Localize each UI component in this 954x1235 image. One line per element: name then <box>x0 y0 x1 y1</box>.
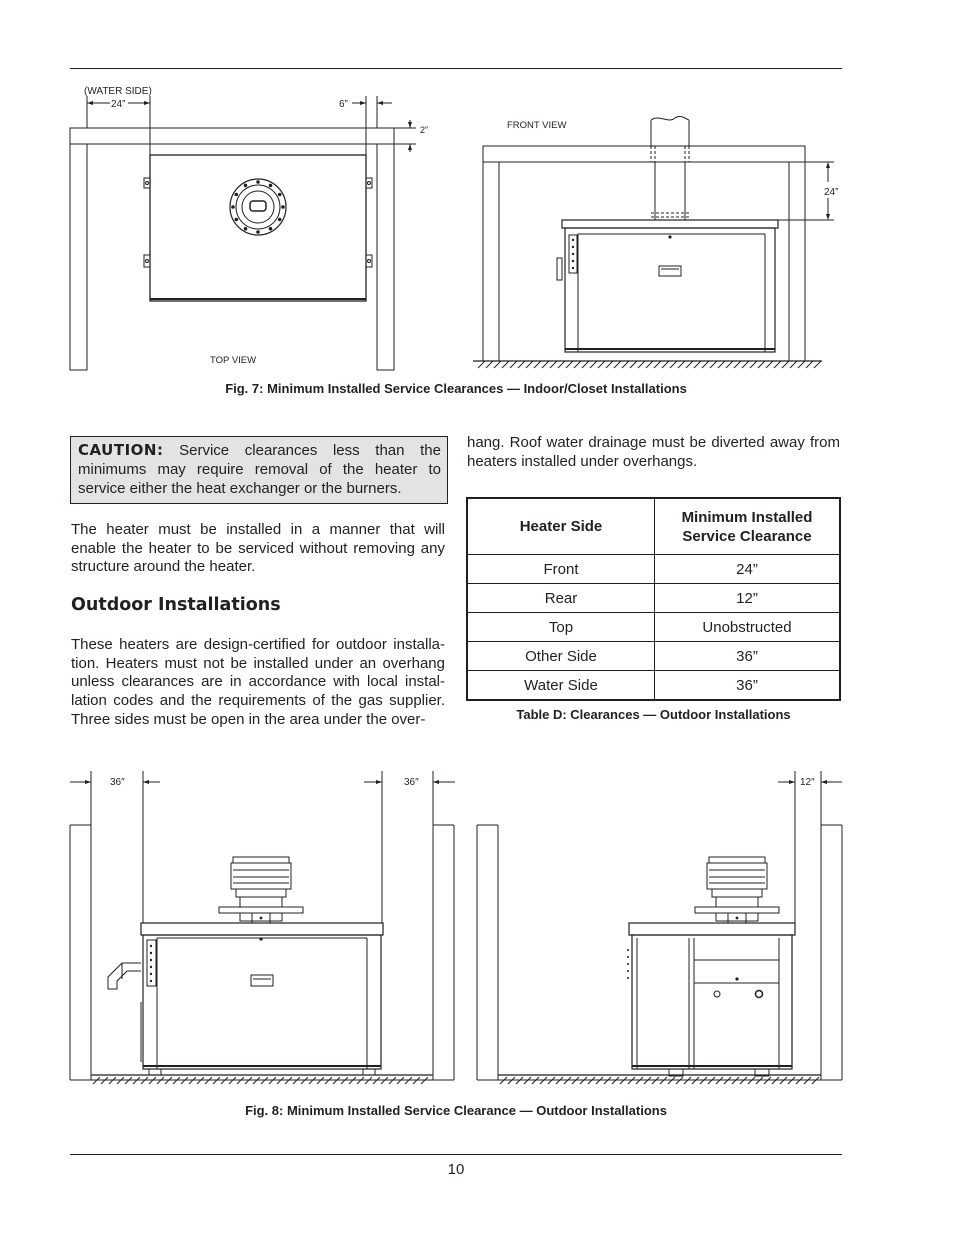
body-paragraph-2: These heaters are design-certified for outdoor installation. Heaters must not be installed under an overhang unless clearances are in accordance with local installation codes and the requirements of the gas supplier. Three sides must be open in the area under the over- <box>71 636 445 728</box>
table-cell-clearance: Unobstructed <box>655 613 841 642</box>
section-heading-outdoor: Outdoor Installations <box>71 595 281 615</box>
top-view-label: TOP VIEW <box>210 355 257 366</box>
dim-36-left-label: 36″ <box>110 777 125 788</box>
table-cell-clearance: 24” <box>655 555 841 584</box>
caution-text: Service clearances less than the minimums may require removal of the heater to service either the heat exchanger or the burners. <box>78 442 441 497</box>
dim-24-front-label: 24” <box>824 187 839 198</box>
table-caption: Table D: Clearances — Outdoor Installations <box>516 707 791 722</box>
table-cell-side: Other Side <box>467 642 655 671</box>
table-cell-side: Front <box>467 555 655 584</box>
body-paragraph-3: hang. Roof water drainage must be diverted away from heaters installed under overhangs. <box>467 434 840 470</box>
front-view-label: FRONT VIEW <box>507 120 567 131</box>
body-paragraph-1: The heater must be installed in a manner that will enable the heater to be serviced without removing any structure around the heater. <box>71 521 445 576</box>
table-cell-side: Water Side <box>467 671 655 701</box>
table-cell-clearance: 12” <box>655 584 841 613</box>
table-cell-clearance: 36” <box>655 642 841 671</box>
table-cell-side: Rear <box>467 584 655 613</box>
dim-6-label: 6” <box>339 99 348 110</box>
dim-24-label: 24” <box>111 99 126 110</box>
dim-12-label: 12″ <box>800 777 815 788</box>
water-side-label: (WATER SIDE) <box>84 86 152 97</box>
fig7-caption: Fig. 7: Minimum Installed Service Clearances — Indoor/Closet Installations <box>225 381 687 396</box>
dim-36-right-label: 36″ <box>404 777 419 788</box>
table-cell-clearance: 36” <box>655 671 841 701</box>
dim-2-label: 2” <box>420 125 429 135</box>
table-cell-side: Top <box>467 613 655 642</box>
table-header-heater-side: Heater Side <box>467 498 655 555</box>
caution-label: CAUTION: <box>78 441 164 459</box>
table-header-clearance: Minimum Installed Service Clearance <box>655 498 841 555</box>
bottom-rule <box>70 1154 842 1155</box>
fig8-caption: Fig. 8: Minimum Installed Service Clearance — Outdoor Installations <box>245 1103 667 1118</box>
page-number: 10 <box>447 1161 465 1178</box>
